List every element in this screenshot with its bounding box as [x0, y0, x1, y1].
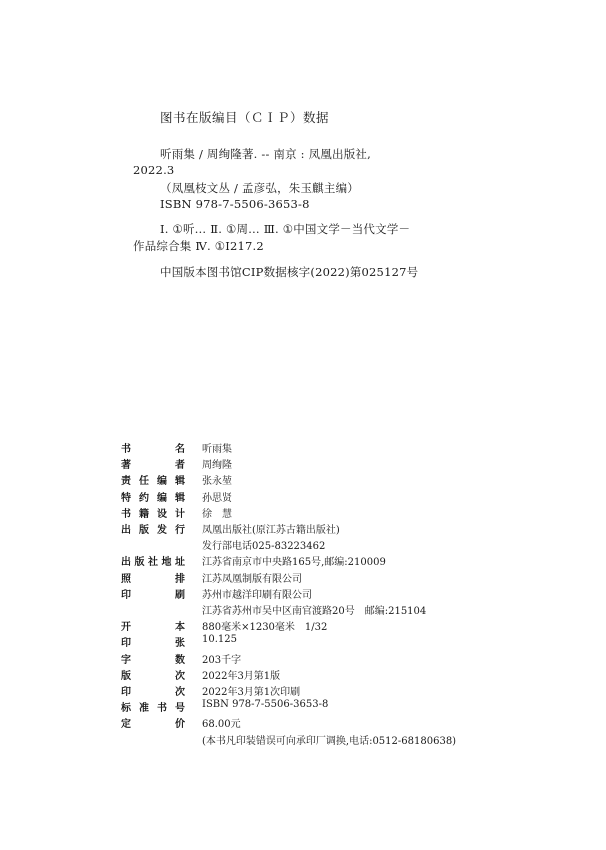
- imprint-label: 印 刷: [121, 589, 185, 601]
- cip-line-date: 2022.3: [133, 163, 175, 177]
- imprint-row: [121, 715, 561, 731]
- imprint-value: 2022年3月第1次印刷: [202, 687, 301, 698]
- imprint-row: [121, 521, 561, 537]
- cip-line-classification: Ⅰ. ①听… Ⅱ. ①周… Ⅲ. ①中国文学－当代文学－: [160, 222, 411, 236]
- imprint-value: 徐 慧: [202, 508, 232, 520]
- imprint-row: [121, 440, 561, 456]
- imprint-label: 出 版 社 地 址: [121, 557, 185, 569]
- imprint-row: [121, 699, 561, 715]
- imprint-label: 印 次: [121, 687, 185, 698]
- imprint-row: [121, 570, 561, 586]
- imprint-value: ISBN 978-7-5506-3653-8: [202, 699, 329, 711]
- imprint-label: 照 排: [121, 573, 185, 585]
- imprint-value: 880毫米×1230毫米 1/32: [202, 622, 328, 634]
- imprint-label: 开 本: [121, 622, 185, 634]
- cip-line-series: （凤凰枝文丛 / 孟彦弘，朱玉麒主编）: [160, 181, 359, 195]
- imprint-label: 印 张: [121, 638, 185, 650]
- imprint-value: 苏州市越洋印刷有限公司: [202, 589, 312, 601]
- imprint-value: (本书凡印装错误可向承印厂调换,电话:0512-68180638): [202, 735, 457, 747]
- imprint-row: [121, 489, 561, 505]
- imprint-label: 著 者: [121, 460, 185, 472]
- imprint-row: [121, 602, 561, 618]
- imprint-row: [121, 586, 561, 602]
- imprint-label: 责 任 编 辑: [121, 476, 185, 488]
- imprint-label: 出 版 发 行: [121, 525, 185, 536]
- imprint-value: 江苏凤凰制版有限公司: [202, 573, 302, 585]
- imprint-row: [121, 505, 561, 521]
- imprint-row: [121, 472, 561, 488]
- imprint-row: [121, 732, 561, 748]
- imprint-value: 张永堃: [202, 476, 232, 488]
- cip-title: 图书在版编目（ＣＩＰ）数据: [160, 110, 330, 125]
- imprint-value: 68.00元: [202, 719, 241, 731]
- imprint-row: [121, 683, 561, 699]
- imprint-label: 版 次: [121, 670, 185, 682]
- imprint-row: [121, 456, 561, 472]
- imprint-label: 特 约 编 辑: [121, 492, 185, 504]
- cip-line-classification-cont: 作品综合集 Ⅳ. ①I217.2: [133, 239, 264, 253]
- imprint-row: [121, 651, 561, 667]
- imprint-row: [121, 553, 561, 569]
- imprint-label: 字 数: [121, 654, 185, 666]
- imprint-value: 203千字: [202, 654, 242, 666]
- imprint-label: 书 籍 设 计: [121, 508, 185, 520]
- imprint-label: 标 准 书 号: [121, 703, 185, 715]
- imprint-value: 孙思贤: [202, 492, 232, 504]
- imprint-value: 江苏省南京市中央路165号,邮编:210009: [202, 557, 386, 569]
- imprint-value: 发行部电话025-83223462: [202, 541, 326, 553]
- imprint-row: [121, 634, 561, 650]
- imprint-value: 周绚隆: [202, 460, 232, 472]
- imprint-label: 书 名: [121, 444, 185, 455]
- imprint-row: [121, 667, 561, 683]
- imprint-value: 江苏省苏州市吴中区南官渡路20号 邮编:215104: [202, 606, 427, 617]
- imprint-value: 听雨集: [202, 444, 232, 455]
- imprint-row: [121, 618, 561, 634]
- imprint-value: 10.125: [202, 634, 237, 646]
- cip-line-title-author: 听雨集 / 周绚隆著. -- 南京 : 凤凰出版社,: [160, 147, 371, 161]
- imprint-value: 凤凰出版社(原江苏古籍出版社): [202, 525, 340, 536]
- imprint-value: 2022年3月第1版: [202, 670, 281, 682]
- cip-line-cip-number: 中国版本图书馆CIP数据核字(2022)第025127号: [160, 265, 419, 279]
- imprint-label: 定 价: [121, 719, 185, 731]
- imprint-row: [121, 537, 561, 553]
- cip-line-isbn: ISBN 978-7-5506-3653-8: [160, 197, 310, 211]
